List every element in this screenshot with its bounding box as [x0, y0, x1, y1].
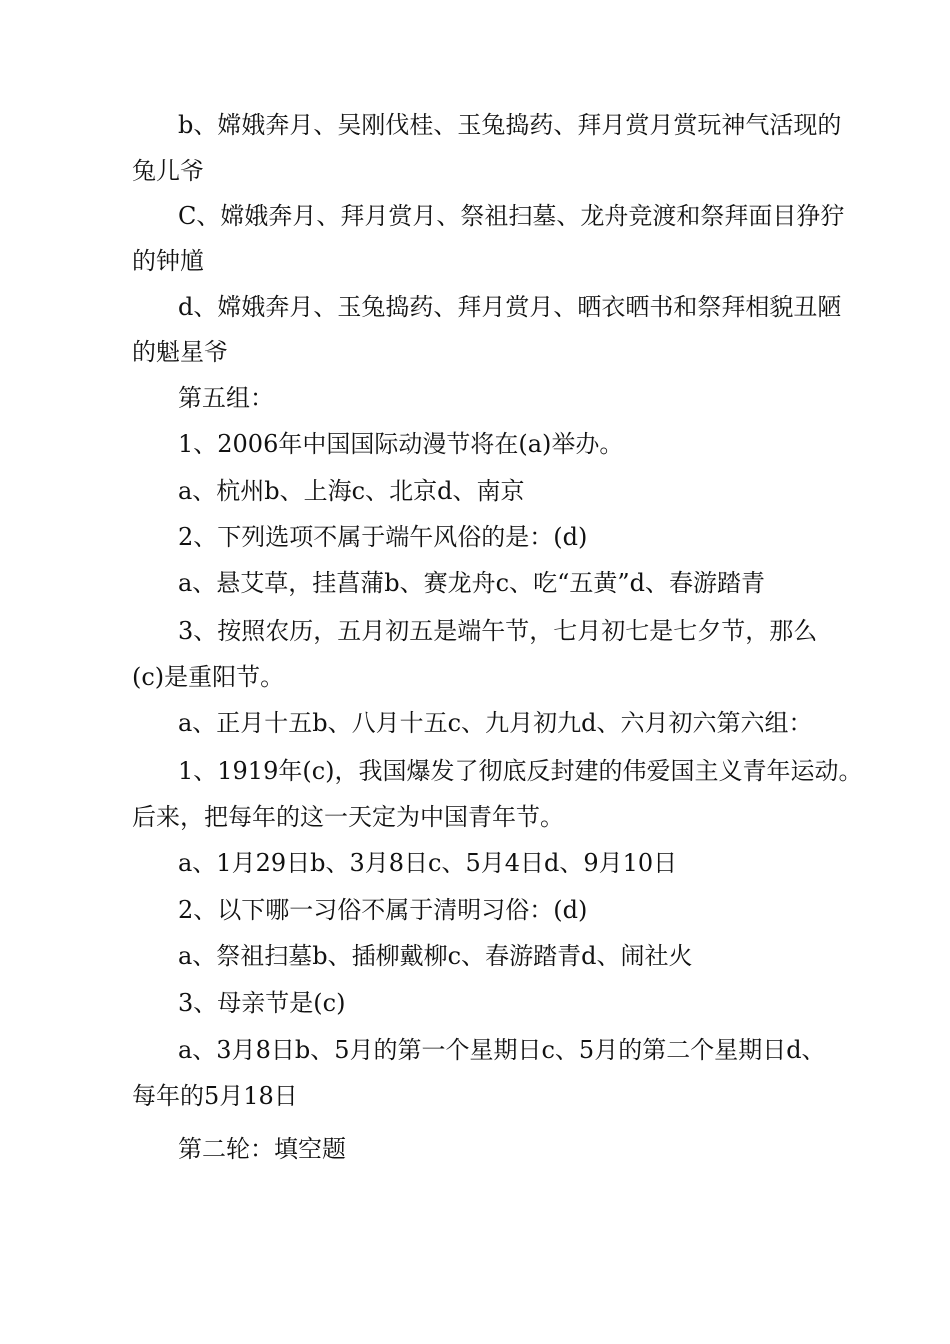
- question-text: 1、2006年中国国际动漫节将在(a)举办。: [178, 430, 624, 458]
- text-line: 的钟馗: [132, 247, 204, 275]
- answer-options: a、正月十五b、八月十五c、九月初九d、六月初六第六组：: [178, 709, 813, 737]
- answer-options: a、杭州b、上海c、北京d、南京: [178, 477, 525, 505]
- question-text: (c)是重阳节。: [132, 663, 285, 691]
- answer-options: a、1月29日b、3月8日c、5月4日d、9月10日: [178, 849, 678, 877]
- text-line: 兔儿爷: [132, 157, 204, 185]
- section-heading: 第二轮：填空题: [178, 1135, 346, 1163]
- text-line: C、嫦娥奔月、拜月赏月、祭祖扫墓、龙舟竞渡和祭拜面目狰狞: [178, 202, 845, 230]
- answer-options: a、祭祖扫墓b、插柳戴柳c、春游踏青d、闹社火: [178, 942, 693, 970]
- question-text: 1、1919年(c)，我国爆发了彻底反封建的伟爱国主义青年运动。: [178, 757, 863, 785]
- question-text: 2、以下哪一习俗不属于清明习俗：(d): [178, 896, 588, 924]
- question-text: 3、母亲节是(c): [178, 989, 346, 1017]
- question-text: 3、按照农历，五月初五是端午节，七月初七是七夕节，那么: [178, 617, 818, 645]
- answer-options: a、悬艾草，挂菖蒲b、赛龙舟c、吃“五黄”d、春游踏青: [178, 569, 766, 597]
- answer-options: 每年的5月18日: [132, 1082, 298, 1110]
- section-heading: 第五组：: [178, 384, 274, 412]
- text-line: b、嫦娥奔月、吴刚伐桂、玉兔捣药、拜月赏月赏玩神气活现的: [178, 111, 842, 139]
- question-text: 2、下列选项不属于端午风俗的是：(d): [178, 523, 588, 551]
- text-line: d、嫦娥奔月、玉兔捣药、拜月赏月、晒衣晒书和祭拜相貌丑陋: [178, 293, 842, 321]
- question-text: 后来，把每年的这一天定为中国青年节。: [132, 803, 564, 831]
- answer-options: a、3月8日b、5月的第一个星期日c、5月的第二个星期日d、: [178, 1036, 826, 1064]
- text-line: 的魁星爷: [132, 338, 228, 366]
